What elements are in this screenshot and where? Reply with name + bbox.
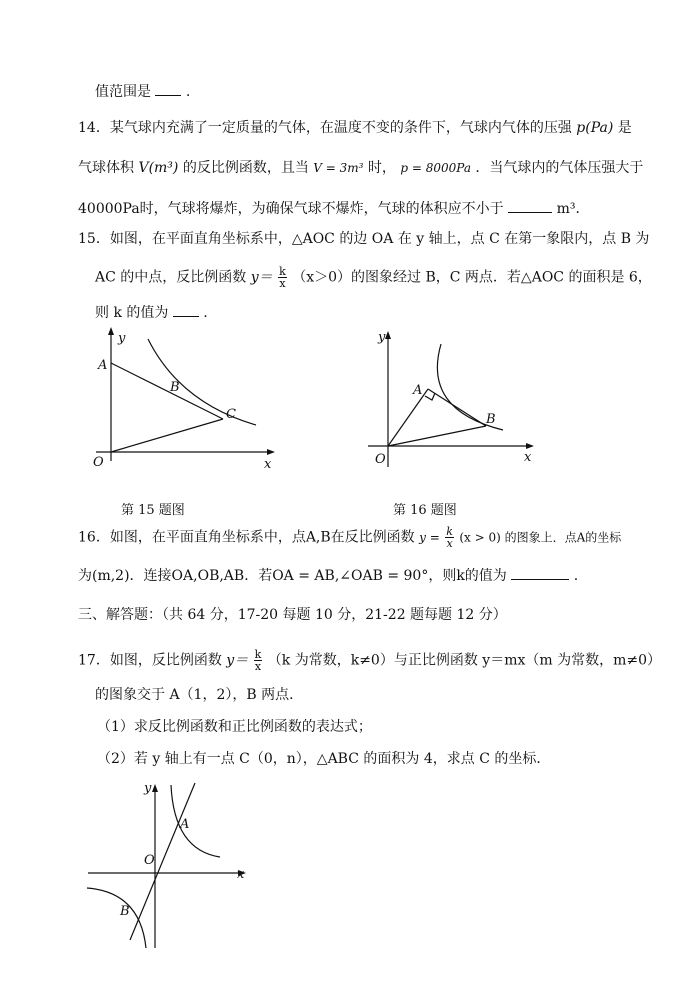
x-arrow-icon [267,449,275,455]
q17-part-1: （1）求反比例函数和正比例函数的表达式； [97,719,372,735]
figure-17 [80,780,260,955]
section-3-title: 三、解答题：（共 64 分，17-20 每题 10 分，21-22 题每题 12 分） [78,607,507,623]
q16-line-2: 为(m,2)．连接OA,OB,AB．若OA = AB,∠OAB = 90°，则k的值为 . [78,565,578,586]
fraction: $\frac{k}{x}$ [279,265,286,290]
label-a: A [413,383,423,398]
figure-16 [366,322,546,472]
q15-line-1: 15．如图，在平面直角坐标系中，△AOC 的边 OA 在 y 轴上，点 C 在第一象限内，点 B 为 [78,231,650,247]
answer-blank[interactable] [508,198,552,213]
label-y: y [118,331,126,346]
q17-part-2: （2）若 y 轴上有一点 C（0，n），△ABC 的面积为 4，求点 C 的坐标． [97,751,551,767]
label-b: B [486,412,496,427]
label-y: y [144,781,152,796]
hyperbola-branch-1 [171,785,220,857]
label-x: x [237,867,245,882]
label-y: y [378,330,386,345]
hyperbola-curve [148,339,256,425]
label-b: B [170,380,180,395]
fraction: $\frac{k}{x}$ [254,648,262,673]
q16-line-1: 16．如图，在平面直角坐标系中，点A,B在反比例函数 y = $\frac{k}{x}$ (x > 0) 的图象上．点A的坐标 [78,525,622,550]
q17-line-1: 17．如图，反比例函数 y＝ $\frac{k}{x}$ （k 为常数，k≠0）与正比例函数 y＝mx（m 为常数，m≠0） [78,648,662,673]
fraction: $\frac{k}{x}$ [446,525,453,550]
q15-line-3: 则 k 的值为 . [95,302,208,323]
label-o: O [375,452,386,467]
x-arrow-icon [526,443,534,449]
label-a: A [180,817,190,832]
label-b: B [120,904,130,919]
label-c: C [226,407,236,422]
y-arrow-icon [385,331,391,339]
q14-line-1: 14．某气球内充满了一定质量的气体，在温度不变的条件下，气球内气体的压强 p(Pa) 是 [78,120,632,136]
q14-line-3: 40000Pa时，气球将爆炸，为确保气球不爆炸，气球的体积应不小于 m³． [78,198,589,219]
answer-blank[interactable] [511,565,569,580]
label-o: O [93,455,104,470]
q13-tail: 值范围是 . [95,81,190,102]
segment-ab [428,389,486,426]
label-o: O [144,853,155,868]
segment-ac [111,363,223,419]
y-arrow-icon [152,784,158,792]
q14-line-2: 气球体积 V(m³) 的反比例函数，且当 V = 3m³ 时， p = 8000Pa ．当气球内的气体压强大于 [78,160,644,176]
caption-16: 第 16 题图 [393,503,457,518]
label-x: x [264,457,272,472]
line-y-mx [130,783,195,940]
answer-blank[interactable] [173,302,199,317]
segment-oc [111,419,223,452]
segment-ob [388,426,486,446]
q17-line-2: 的图象交于 A（1，2），B 两点． [95,687,304,703]
figure-15 [88,325,288,475]
label-x: x [524,450,532,465]
caption-15: 第 15 题图 [121,503,185,518]
q15-line-2: AC 的中点，反比例函数 y＝ $\frac{k}{x}$ （x＞0）的图象经过 B，C 两点．若△AOC 的面积是 6， [95,265,652,290]
right-angle-mark [425,393,435,400]
hyperbola-branch-3 [87,888,146,948]
y-arrow-icon [108,327,114,335]
answer-blank[interactable] [155,81,181,96]
label-a: A [98,358,108,373]
